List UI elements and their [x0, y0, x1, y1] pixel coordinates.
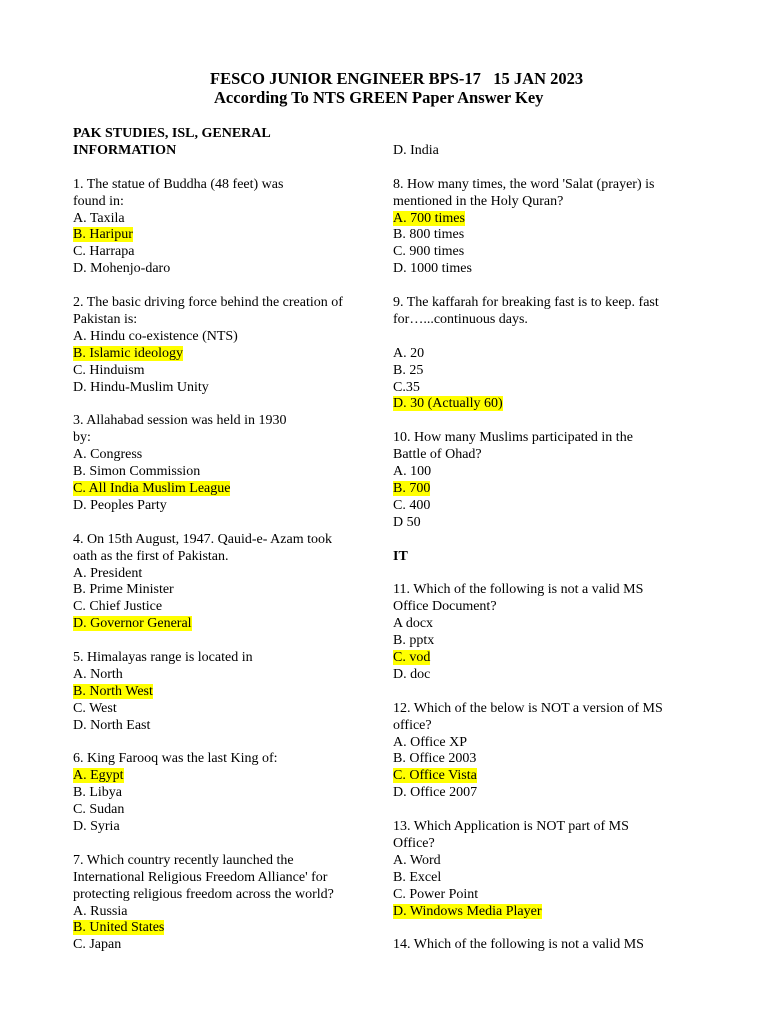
text-line: A. 100 — [393, 464, 432, 480]
blank-line — [73, 396, 378, 413]
blank-line — [393, 126, 698, 143]
text-line: B. 800 times — [393, 227, 465, 243]
text-line: C. West — [73, 700, 117, 716]
text-line: Pakistan is: — [73, 311, 138, 327]
blank-line — [73, 633, 378, 650]
text-line: A. North — [73, 666, 123, 682]
blank-line — [393, 565, 698, 582]
highlighted-answer: B. North West — [73, 683, 153, 699]
text-line: 6. King Farooq was the last King of: — [73, 751, 278, 767]
highlighted-answer: A. Egypt — [73, 768, 124, 784]
text-line: A docx — [393, 616, 434, 632]
blank-line — [393, 413, 698, 430]
highlighted-answer: C. All India Muslim League — [73, 480, 231, 496]
blank-line — [393, 329, 698, 346]
text-line: D. North East — [73, 717, 151, 733]
text-line: D. Hindu-Muslim Unity — [73, 379, 209, 395]
text-line: found in: — [73, 193, 124, 209]
text-line: 8. How many times, the word 'Salat (prayer) is — [393, 176, 655, 192]
text-line: 5. Himalayas range is located in — [73, 650, 253, 666]
text-line: 3. Allahabad session was held in 1930 — [73, 413, 287, 429]
highlighted-answer: D. Governor General — [73, 616, 192, 632]
text-line: D. Mohenjo-daro — [73, 261, 171, 277]
text-line: B. Office 2003 — [393, 751, 477, 767]
title-line-2: According To NTS GREEN Paper Answer Key — [214, 88, 544, 107]
highlighted-answer: B. Islamic ideology — [73, 345, 184, 361]
text-line: C. Japan — [73, 937, 122, 953]
text-line: 14. Which of the following is not a valid MS — [393, 937, 644, 953]
document-title — [0, 69, 768, 107]
text-line: D. doc — [393, 666, 431, 682]
text-line: C.35 — [393, 379, 420, 395]
blank-line — [73, 160, 378, 177]
blank-line — [393, 684, 698, 701]
text-line: 7. Which country recently launched the — [73, 852, 294, 868]
text-line: C. 400 — [393, 497, 431, 513]
highlighted-answer: C. Office Vista — [393, 768, 477, 784]
blank-line — [393, 532, 698, 549]
text-line: B. Simon Commission — [73, 464, 201, 480]
text-line: D 50 — [393, 514, 421, 530]
highlighted-answer: C. vod — [393, 649, 431, 665]
text-line: by: — [73, 430, 91, 446]
text-line: A. Office XP — [393, 734, 468, 750]
blank-line — [393, 278, 698, 295]
highlighted-answer: B. Haripur — [73, 227, 133, 243]
text-line: B. Libya — [73, 785, 122, 801]
text-line: A. President — [73, 565, 143, 581]
text-line: B. Excel — [393, 869, 442, 885]
text-line: D. India — [393, 142, 439, 158]
text-line: A. Congress — [73, 447, 143, 463]
blank-line — [393, 802, 698, 819]
text-line: 9. The kaffarah for breaking fast is to keep. fast — [393, 295, 659, 311]
blank-line — [393, 160, 698, 177]
text-line: C. Hinduism — [73, 362, 145, 378]
text-line: D. Office 2007 — [393, 785, 478, 801]
text-line: office? — [393, 717, 432, 733]
text-line: 4. On 15th August, 1947. Qauid-e- Azam took — [73, 531, 332, 547]
text-line: 13. Which Application is NOT part of MS — [393, 819, 629, 835]
text-line: C. Chief Justice — [73, 599, 163, 615]
right-column — [393, 126, 698, 954]
blank-line — [73, 836, 378, 853]
text-line: C. Power Point — [393, 886, 479, 902]
text-line: mentioned in the Holy Quran? — [393, 193, 564, 209]
highlighted-answer: B. 700 — [393, 480, 431, 496]
blank-line — [73, 278, 378, 295]
section-heading: IT — [393, 548, 408, 564]
section-heading: INFORMATION — [73, 142, 177, 158]
text-line: B. Prime Minister — [73, 582, 174, 598]
text-line: 1. The statue of Buddha (48 feet) was — [73, 176, 284, 192]
text-line: B. pptx — [393, 633, 435, 649]
section-heading: PAK STUDIES, ISL, GENERAL — [73, 126, 271, 141]
highlighted-answer: D. 30 (Actually 60) — [393, 396, 503, 412]
text-line: International Religious Freedom Alliance' for — [73, 869, 328, 885]
text-line: A. 20 — [393, 345, 425, 361]
text-line: 11. Which of the following is not a valid MS — [393, 582, 644, 598]
highlighted-answer: B. United States — [73, 920, 165, 936]
text-line: C. Harrapa — [73, 244, 135, 260]
text-line: oath as the first of Pakistan. — [73, 548, 229, 564]
text-line: Office Document? — [393, 599, 497, 615]
text-line: for…...continuous days. — [393, 311, 528, 327]
text-line: A. Hindu co-existence (NTS) — [73, 328, 238, 344]
highlighted-answer: D. Windows Media Player — [393, 903, 542, 919]
title-line-1: FESCO JUNIOR ENGINEER BPS-17 15 JAN 2023 — [210, 69, 584, 88]
text-line: B. 25 — [393, 362, 424, 378]
text-line: A. Russia — [73, 903, 128, 919]
text-line: Battle of Ohad? — [393, 447, 482, 463]
blank-line — [393, 920, 698, 937]
text-line: protecting religious freedom across the world? — [73, 886, 334, 902]
blank-line — [73, 515, 378, 532]
text-line: D. 1000 times — [393, 261, 472, 277]
left-column — [73, 126, 378, 954]
text-line: A. Taxila — [73, 210, 125, 226]
text-line: D. Peoples Party — [73, 497, 167, 513]
text-line: D. Syria — [73, 819, 120, 835]
text-line: 12. Which of the below is NOT a version of MS — [393, 700, 663, 716]
text-line: 10. How many Muslims participated in the — [393, 430, 633, 446]
text-line: C. 900 times — [393, 244, 465, 260]
blank-line — [73, 735, 378, 752]
text-line: C. Sudan — [73, 802, 125, 818]
text-line: 2. The basic driving force behind the creation of — [73, 295, 343, 311]
text-line: A. Word — [393, 852, 441, 868]
highlighted-answer: A. 700 times — [393, 210, 465, 226]
text-line: Office? — [393, 835, 435, 851]
